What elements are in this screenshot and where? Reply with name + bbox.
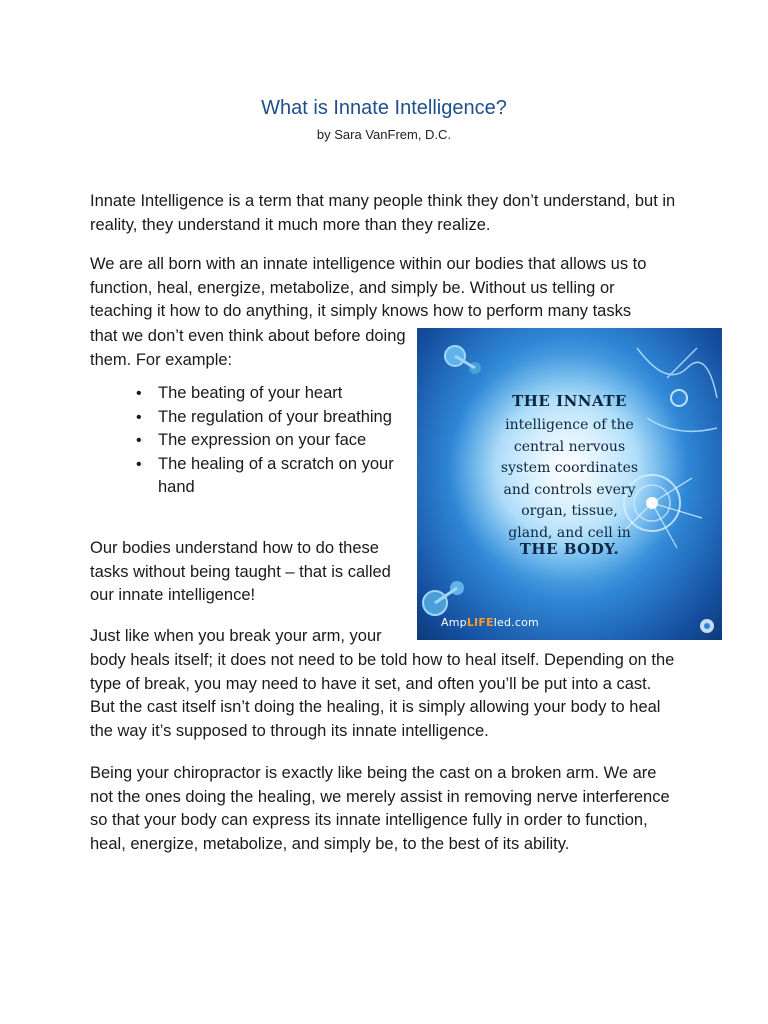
site-suffix: led.com	[493, 616, 539, 629]
paragraph-born-with: We are all born with an innate intelligence within our bodies that allows us to function, heal, energize, metabolize, and simply be. Without us telling or teaching it how to do anything, it simply knows how to perform many tasks	[90, 255, 647, 320]
figure-website	[441, 616, 539, 629]
list-item: • The regulation of your breathing	[130, 406, 410, 430]
site-prefix: Amp	[441, 616, 467, 629]
paragraph-broken-arm-start: Just like when you break your arm, your	[90, 627, 382, 645]
figure-body-line: and controls every	[503, 481, 636, 498]
page-title: What is Innate Intelligence?	[261, 97, 507, 119]
example-list	[130, 382, 410, 500]
figure-tail: THE BODY.	[519, 540, 620, 558]
site-highlight: LIFE	[466, 616, 494, 629]
paragraph-chiropractor: Being your chiropractor is exactly like being the cast on a broken arm. We are not the ones doing the healing, we merely assist in removing nerve interference so that your body can express its innate intelligence fully in order to function, heal, energize, metabolize, and simply be, to the best of its ability.	[90, 764, 670, 853]
author-byline: by Sara VanFrem, D.C.	[316, 127, 452, 142]
list-item: • The expression on your face	[130, 429, 410, 453]
paragraph-intro: Innate Intelligence is a term that many people think they don’t understand, but in reality, they understand it much more than they realize.	[90, 192, 676, 234]
innate-intelligence-image	[417, 328, 722, 640]
paragraph-born-with-continued: that we don’t even think about before doing them. For example:	[90, 327, 406, 369]
figure-body-line: central nervous	[513, 438, 626, 455]
figure-heading: THE INNATE	[512, 392, 627, 410]
list-item: • The beating of your heart	[130, 382, 410, 406]
figure-body-line: intelligence of the	[505, 417, 634, 433]
figure-body-line: system coordinates	[500, 460, 639, 476]
paragraph-broken-arm: body heals itself; it does not need to be told how to heal itself. Depending on the type of break, you may need to have it set, and often you’ll be put into a cast. But the cast itself isn’t doing the healing, it is simply allowing your body to heal the way it’s supposed to through its innate intelligence.	[90, 651, 675, 740]
list-item: • The healing of a scratch on your hand	[130, 453, 410, 500]
figure-body	[447, 415, 692, 544]
paragraph-bodies-understand: Our bodies understand how to do these tasks without being taught – that is called our innate intelligence!	[90, 539, 391, 604]
figure-body-line: organ, tissue,	[521, 503, 618, 519]
figure-body-line: gland, and cell in	[508, 524, 631, 541]
